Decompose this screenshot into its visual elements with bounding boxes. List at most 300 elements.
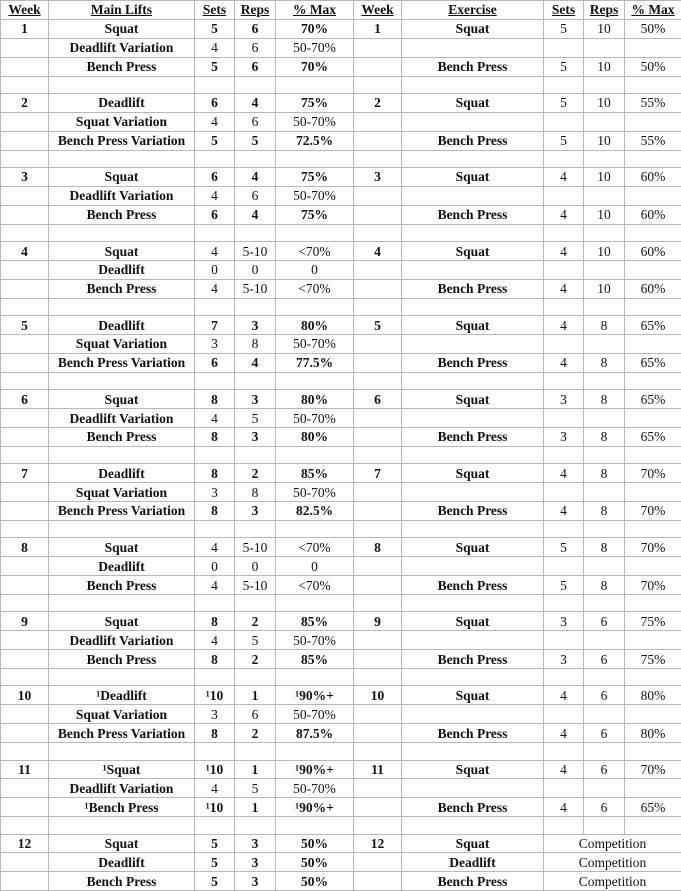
accessory-week-number — [354, 353, 402, 372]
exercise-sets — [544, 483, 584, 502]
main-lift-reps: 6 — [235, 38, 276, 57]
main-lift-sets: 4 — [195, 38, 235, 57]
spacer-cell — [195, 817, 235, 834]
spacer-row — [1, 817, 681, 834]
exercise-max — [625, 705, 681, 724]
table-row — [1, 57, 681, 76]
main-lift-max: 50-70% — [276, 631, 354, 650]
main-lift-reps: 8 — [235, 335, 276, 354]
table-row — [1, 279, 681, 298]
main-lift-name: Bench Press Variation — [49, 724, 195, 743]
main-lift-max: <70% — [276, 279, 354, 298]
spacer-cell — [544, 817, 584, 834]
week-number — [1, 260, 49, 279]
exercise-reps — [584, 779, 625, 798]
exercise-max: 55% — [625, 93, 681, 112]
spacer-cell — [1, 372, 49, 389]
main-lift-sets: 4 — [195, 576, 235, 595]
spacer-row — [1, 298, 681, 315]
week-number: 10 — [1, 686, 49, 705]
main-lift-sets: 4 — [195, 186, 235, 205]
spacer-cell — [195, 743, 235, 760]
main-lift-sets: ¹10 — [195, 686, 235, 705]
spacer-cell — [276, 76, 354, 93]
main-lift-name: Squat Variation — [49, 705, 195, 724]
accessory-week-number: 4 — [354, 242, 402, 261]
table-row — [1, 834, 681, 853]
table-row — [1, 650, 681, 669]
main-lift-max: 85% — [276, 464, 354, 483]
spacer-row — [1, 224, 681, 241]
main-lift-name: Deadlift Variation — [49, 409, 195, 428]
left-sets-header: Sets — [195, 1, 235, 20]
week-number — [1, 409, 49, 428]
exercise-reps: 6 — [584, 612, 625, 631]
exercise-sets: 5 — [544, 93, 584, 112]
exercise-sets: 4 — [544, 242, 584, 261]
exercise-max: 55% — [625, 131, 681, 150]
left-max-header: % Max — [276, 1, 354, 20]
week-number — [1, 798, 49, 817]
exercise-sets — [544, 631, 584, 650]
exercise-sets: 3 — [544, 427, 584, 446]
spacer-cell — [49, 669, 195, 686]
main-lift-name: Bench Press Variation — [49, 502, 195, 521]
header-row — [1, 1, 681, 20]
main-lift-name: Deadlift Variation — [49, 38, 195, 57]
week-number — [1, 502, 49, 521]
right-sets-header: Sets — [544, 1, 584, 20]
main-lift-max: 75% — [276, 93, 354, 112]
week-number — [1, 853, 49, 872]
spacer-cell — [354, 372, 402, 389]
accessory-week-number — [354, 557, 402, 576]
exercise-name: Squat — [402, 19, 544, 38]
main-lift-sets: 3 — [195, 483, 235, 502]
spacer-row — [1, 446, 681, 463]
exercise-max: 70% — [625, 502, 681, 521]
main-lift-max: 87.5% — [276, 724, 354, 743]
main-lift-sets: 0 — [195, 557, 235, 576]
exercise-name: Squat — [402, 168, 544, 187]
accessory-week-number — [354, 205, 402, 224]
accessory-week-number — [354, 38, 402, 57]
week-number: 7 — [1, 464, 49, 483]
accessory-week-number: 2 — [354, 93, 402, 112]
exercise-max: 65% — [625, 316, 681, 335]
exercise-name — [402, 112, 544, 131]
main-lift-name: Bench Press — [49, 650, 195, 669]
exercise-reps: 10 — [584, 242, 625, 261]
main-lift-name: Squat — [49, 168, 195, 187]
exercise-sets: 4 — [544, 279, 584, 298]
main-lift-reps: 5-10 — [235, 576, 276, 595]
main-lift-name: Squat Variation — [49, 483, 195, 502]
spacer-cell — [544, 76, 584, 93]
spacer-cell — [584, 520, 625, 537]
exercise-reps — [584, 260, 625, 279]
spacer-cell — [544, 298, 584, 315]
spacer-cell — [276, 372, 354, 389]
spacer-cell — [354, 743, 402, 760]
exercise-reps: 10 — [584, 205, 625, 224]
table-row — [1, 186, 681, 205]
spacer-cell — [195, 150, 235, 167]
main-lift-reps: 5 — [235, 409, 276, 428]
main-lift-reps: 3 — [235, 834, 276, 853]
exercise-name: Bench Press — [402, 427, 544, 446]
exercise-name: Squat — [402, 464, 544, 483]
exercise-sets: 4 — [544, 502, 584, 521]
exercise-name: Squat — [402, 93, 544, 112]
exercise-header: Exercise — [402, 1, 544, 20]
main-lift-sets: 4 — [195, 242, 235, 261]
table-row — [1, 260, 681, 279]
spacer-cell — [544, 224, 584, 241]
main-lift-sets: 5 — [195, 131, 235, 150]
exercise-reps — [584, 705, 625, 724]
spacer-cell — [195, 669, 235, 686]
main-lift-reps: 6 — [235, 186, 276, 205]
main-lift-sets: 4 — [195, 779, 235, 798]
spacer-cell — [354, 76, 402, 93]
spacer-cell — [195, 446, 235, 463]
main-lift-max: 50% — [276, 834, 354, 853]
main-lift-reps: 6 — [235, 705, 276, 724]
accessory-week-number — [354, 576, 402, 595]
exercise-name: Squat — [402, 612, 544, 631]
exercise-sets — [544, 779, 584, 798]
exercise-reps — [584, 409, 625, 428]
main-lift-reps: 1 — [235, 798, 276, 817]
main-lift-reps: 0 — [235, 260, 276, 279]
table-row — [1, 409, 681, 428]
spacer-cell — [276, 669, 354, 686]
exercise-max: 65% — [625, 353, 681, 372]
exercise-max — [625, 186, 681, 205]
table-row — [1, 464, 681, 483]
week-number — [1, 872, 49, 891]
spacer-cell — [235, 76, 276, 93]
main-lift-reps: 0 — [235, 557, 276, 576]
main-lift-sets: 8 — [195, 464, 235, 483]
exercise-max — [625, 557, 681, 576]
main-lift-sets: 4 — [195, 631, 235, 650]
main-lift-reps: 4 — [235, 353, 276, 372]
spacer-cell — [625, 150, 681, 167]
week-number: 3 — [1, 168, 49, 187]
main-lift-name: Bench Press — [49, 576, 195, 595]
spacer-cell — [625, 446, 681, 463]
week-number: 8 — [1, 538, 49, 557]
spacer-cell — [1, 520, 49, 537]
table-row — [1, 576, 681, 595]
main-lift-sets: 8 — [195, 612, 235, 631]
week-number — [1, 427, 49, 446]
main-lifts-header: Main Lifts — [49, 1, 195, 20]
spacer-cell — [544, 520, 584, 537]
spacer-cell — [276, 817, 354, 834]
spacer-cell — [1, 298, 49, 315]
exercise-reps: 10 — [584, 19, 625, 38]
accessory-week-number: 12 — [354, 834, 402, 853]
exercise-name: Squat — [402, 834, 544, 853]
exercise-max: 60% — [625, 242, 681, 261]
exercise-sets: 4 — [544, 205, 584, 224]
spacer-cell — [235, 520, 276, 537]
spacer-cell — [49, 224, 195, 241]
main-lift-sets: 5 — [195, 872, 235, 891]
main-lift-sets: 4 — [195, 112, 235, 131]
table-row — [1, 872, 681, 891]
exercise-name: Squat — [402, 316, 544, 335]
exercise-sets: 3 — [544, 390, 584, 409]
spacer-cell — [235, 669, 276, 686]
main-lift-sets: 6 — [195, 353, 235, 372]
table-row — [1, 38, 681, 57]
week-number — [1, 483, 49, 502]
program-body — [1, 19, 681, 890]
spacer-cell — [544, 743, 584, 760]
main-lift-max: ¹90%+ — [276, 686, 354, 705]
week-number: 12 — [1, 834, 49, 853]
week-number — [1, 112, 49, 131]
accessory-week-number: 1 — [354, 19, 402, 38]
week-number — [1, 353, 49, 372]
week-number — [1, 576, 49, 595]
accessory-week-number — [354, 502, 402, 521]
main-lift-reps: 1 — [235, 760, 276, 779]
exercise-reps — [584, 483, 625, 502]
main-lift-name: ¹Squat — [49, 760, 195, 779]
accessory-week-number: 9 — [354, 612, 402, 631]
exercise-reps: 6 — [584, 760, 625, 779]
exercise-max: 70% — [625, 760, 681, 779]
spacer-cell — [625, 669, 681, 686]
spacer-cell — [625, 817, 681, 834]
exercise-sets: 3 — [544, 650, 584, 669]
exercise-reps — [584, 557, 625, 576]
exercise-max — [625, 38, 681, 57]
exercise-max: 60% — [625, 168, 681, 187]
main-lift-max: 70% — [276, 19, 354, 38]
exercise-max — [625, 631, 681, 650]
main-lift-reps: 5-10 — [235, 242, 276, 261]
exercise-sets: 4 — [544, 464, 584, 483]
exercise-name: Bench Press — [402, 57, 544, 76]
exercise-name: Squat — [402, 538, 544, 557]
main-lift-sets: 8 — [195, 724, 235, 743]
spacer-row — [1, 520, 681, 537]
exercise-name: Bench Press — [402, 650, 544, 669]
main-lift-max: 80% — [276, 390, 354, 409]
accessory-week-number — [354, 798, 402, 817]
main-lift-sets: 6 — [195, 168, 235, 187]
main-lift-sets: 4 — [195, 538, 235, 557]
exercise-name: Squat — [402, 390, 544, 409]
spacer-cell — [276, 595, 354, 612]
exercise-max — [625, 483, 681, 502]
exercise-reps: 8 — [584, 576, 625, 595]
main-lift-reps: 5 — [235, 631, 276, 650]
spacer-cell — [354, 298, 402, 315]
main-lift-name: Deadlift — [49, 260, 195, 279]
main-lift-max: 72.5% — [276, 131, 354, 150]
week-number — [1, 186, 49, 205]
main-lift-name: Squat — [49, 390, 195, 409]
main-lift-max: 80% — [276, 316, 354, 335]
spacer-cell — [354, 446, 402, 463]
table-row — [1, 131, 681, 150]
table-row — [1, 205, 681, 224]
right-reps-header: Reps — [584, 1, 625, 20]
exercise-sets: 4 — [544, 353, 584, 372]
main-lift-max: 50-70% — [276, 186, 354, 205]
table-row — [1, 760, 681, 779]
week-number — [1, 705, 49, 724]
accessory-week-number: 11 — [354, 760, 402, 779]
week-number — [1, 131, 49, 150]
accessory-week-number — [354, 131, 402, 150]
exercise-name: Bench Press — [402, 131, 544, 150]
main-lift-name: ¹Deadlift — [49, 686, 195, 705]
accessory-week-number — [354, 112, 402, 131]
exercise-name — [402, 38, 544, 57]
main-lift-name: Bench Press — [49, 57, 195, 76]
spacer-cell — [402, 372, 544, 389]
exercise-name: Squat — [402, 760, 544, 779]
main-lift-reps: 3 — [235, 872, 276, 891]
exercise-sets — [544, 557, 584, 576]
main-lift-max: 50% — [276, 853, 354, 872]
main-lift-name: Squat — [49, 538, 195, 557]
main-lift-reps: 6 — [235, 57, 276, 76]
exercise-name — [402, 186, 544, 205]
spacer-cell — [195, 372, 235, 389]
main-lift-reps: 3 — [235, 427, 276, 446]
spacer-cell — [49, 446, 195, 463]
exercise-max: 75% — [625, 650, 681, 669]
table-row — [1, 390, 681, 409]
spacer-cell — [49, 372, 195, 389]
main-lift-reps: 3 — [235, 316, 276, 335]
week-number: 9 — [1, 612, 49, 631]
accessory-week-number — [354, 705, 402, 724]
exercise-sets — [544, 112, 584, 131]
exercise-name: Bench Press — [402, 502, 544, 521]
main-lift-sets: 5 — [195, 853, 235, 872]
exercise-sets — [544, 705, 584, 724]
exercise-sets: 5 — [544, 57, 584, 76]
main-lift-sets: 4 — [195, 279, 235, 298]
spacer-cell — [235, 298, 276, 315]
exercise-reps: 6 — [584, 686, 625, 705]
main-lift-name: ¹Bench Press — [49, 798, 195, 817]
main-lift-max: ¹90%+ — [276, 798, 354, 817]
main-lift-max: 50% — [276, 872, 354, 891]
spacer-cell — [49, 298, 195, 315]
table-row — [1, 112, 681, 131]
exercise-reps: 8 — [584, 427, 625, 446]
main-lift-max: 85% — [276, 612, 354, 631]
exercise-name: Bench Press — [402, 205, 544, 224]
week-number: 2 — [1, 93, 49, 112]
table-row — [1, 724, 681, 743]
exercise-sets: 4 — [544, 168, 584, 187]
table-row — [1, 557, 681, 576]
accessory-week-number: 10 — [354, 686, 402, 705]
spacer-cell — [276, 150, 354, 167]
spacer-cell — [276, 743, 354, 760]
exercise-sets: 5 — [544, 576, 584, 595]
table-row — [1, 612, 681, 631]
main-lift-name: Squat — [49, 19, 195, 38]
exercise-name — [402, 409, 544, 428]
spacer-cell — [49, 150, 195, 167]
accessory-week-number: 6 — [354, 390, 402, 409]
spacer-cell — [625, 595, 681, 612]
exercise-max: 80% — [625, 686, 681, 705]
exercise-reps: 6 — [584, 724, 625, 743]
spacer-cell — [584, 224, 625, 241]
main-lift-max: <70% — [276, 538, 354, 557]
exercise-sets — [544, 409, 584, 428]
main-lift-name: Bench Press — [49, 872, 195, 891]
table-row — [1, 353, 681, 372]
main-lift-reps: 4 — [235, 205, 276, 224]
spacer-cell — [402, 817, 544, 834]
spacer-cell — [276, 446, 354, 463]
exercise-name — [402, 557, 544, 576]
accessory-week-number: 3 — [354, 168, 402, 187]
week-number — [1, 335, 49, 354]
spacer-cell — [402, 76, 544, 93]
week-number: 6 — [1, 390, 49, 409]
spacer-cell — [402, 298, 544, 315]
week-number: 1 — [1, 19, 49, 38]
spacer-cell — [1, 595, 49, 612]
main-lift-max: 50-70% — [276, 409, 354, 428]
spacer-cell — [235, 595, 276, 612]
spacer-cell — [1, 743, 49, 760]
main-lift-sets: 7 — [195, 316, 235, 335]
main-lift-name: Bench Press Variation — [49, 353, 195, 372]
spacer-cell — [1, 669, 49, 686]
exercise-sets: 5 — [544, 538, 584, 557]
spacer-cell — [354, 669, 402, 686]
accessory-week-number: 5 — [354, 316, 402, 335]
accessory-week-number: 8 — [354, 538, 402, 557]
week-number — [1, 557, 49, 576]
main-lift-name: Squat — [49, 612, 195, 631]
main-lift-name: Deadlift Variation — [49, 779, 195, 798]
main-lift-max: 80% — [276, 427, 354, 446]
main-lift-max: 82.5% — [276, 502, 354, 521]
week-number — [1, 279, 49, 298]
table-row — [1, 631, 681, 650]
exercise-sets: 4 — [544, 316, 584, 335]
exercise-name — [402, 705, 544, 724]
main-lift-max: 50-70% — [276, 335, 354, 354]
exercise-max — [625, 112, 681, 131]
main-lift-max: 85% — [276, 650, 354, 669]
main-lift-name: Squat Variation — [49, 335, 195, 354]
accessory-week-number — [354, 872, 402, 891]
accessory-week-number — [354, 279, 402, 298]
main-lift-max: 75% — [276, 168, 354, 187]
spacer-cell — [1, 446, 49, 463]
main-lift-reps: 3 — [235, 390, 276, 409]
